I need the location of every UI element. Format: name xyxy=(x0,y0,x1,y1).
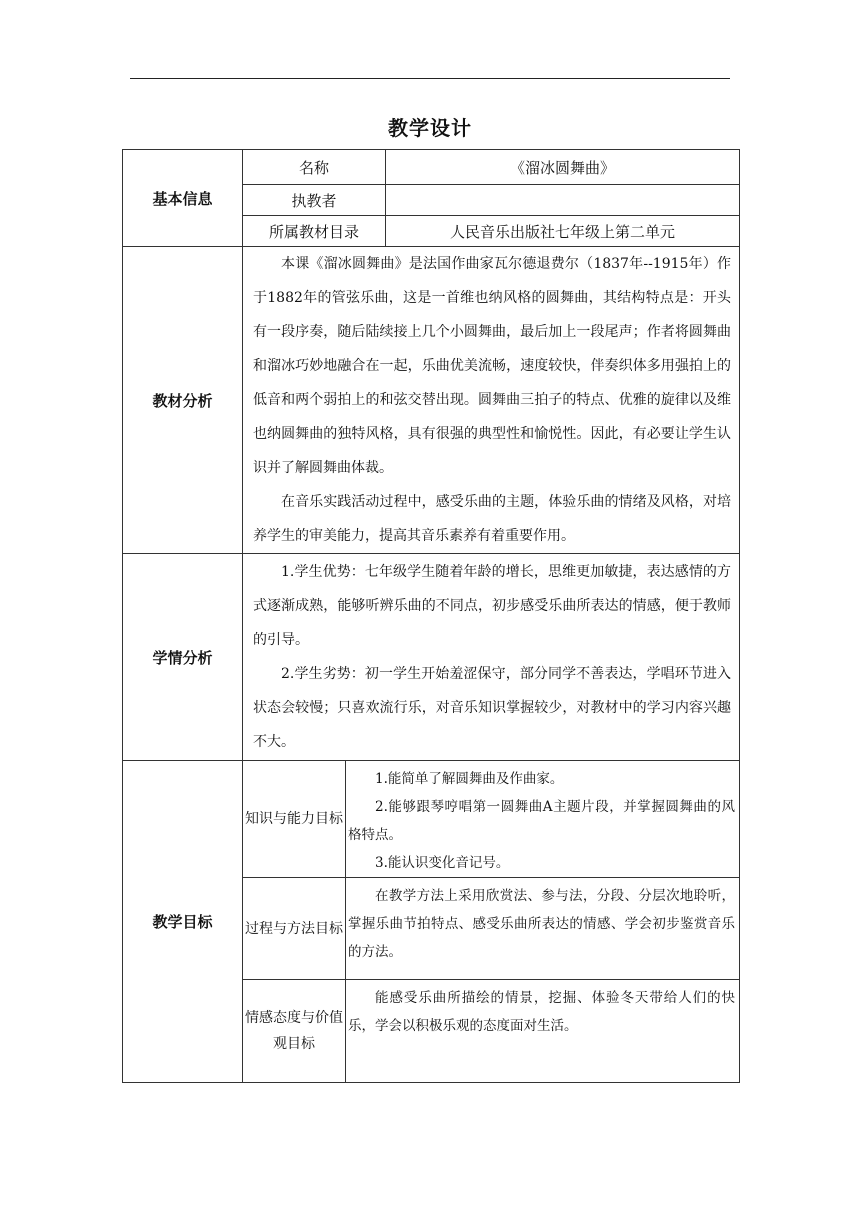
knowledge-line-3: 3.能认识变化音记号。 xyxy=(375,855,510,871)
page-title: 教学设计 xyxy=(388,116,472,140)
process-objective-label: 过程与方法目标 xyxy=(243,878,346,980)
objective-row-knowledge xyxy=(123,761,740,878)
lesson-plan-table xyxy=(122,149,740,1083)
name-label: 名称 xyxy=(243,150,386,185)
material-analysis-content xyxy=(243,247,740,554)
process-objective-content xyxy=(346,878,740,980)
student-paragraph-2: 2.学生劣势：初一学生开始羞涩保守，部分同学不善表达，学唱环节进入状态会较慢；只喜欢流行乐，对音乐知识掌握较少，对教材中的学习内容兴趣不大。 xyxy=(253,666,732,750)
material-paragraph-2: 在音乐实践活动过程中，感受乐曲的主题，体验乐曲的情绪及风格，对培养学生的审美能力，提高其音乐素养有着重要作用。 xyxy=(253,494,732,544)
knowledge-objective-label: 知识与能力目标 xyxy=(243,761,346,878)
name-value: 《溜冰圆舞曲》 xyxy=(386,150,740,185)
knowledge-line-2: 2.能够跟琴哼唱第一圆舞曲A主题片段，并掌握圆舞曲的风格特点。 xyxy=(348,799,736,843)
knowledge-objective-content xyxy=(346,761,740,878)
teacher-value xyxy=(386,185,740,216)
student-paragraph-1: 1.学生优势：七年级学生随着年龄的增长，思维更加敏捷，表达感情的方式逐渐成熟，能够听辨乐曲的不同点，初步感受乐曲所表达的情感，便于教师的引导。 xyxy=(253,564,732,648)
material-analysis-header: 教材分析 xyxy=(123,247,243,554)
objectives-header: 教学目标 xyxy=(123,761,243,1083)
basic-info-header: 基本信息 xyxy=(123,150,243,247)
teacher-label: 执教者 xyxy=(243,185,386,216)
material-paragraph-1: 本课《溜冰圆舞曲》是法国作曲家瓦尔德退费尔（1837年--1915年）作于1882年的管弦乐曲，这是一首维也纳风格的圆舞曲，其结构特点是：开头有一段序奏，随后陆续接上几个小圆舞曲，最后加上一段尾声；作者将圆舞曲和溜冰巧妙地融合在一起，乐曲优美流畅，速度较快，伴奏织体多用强拍上的低音和两个弱拍上的和弦交替出现。圆舞曲三拍子的特点、优雅的旋律以及维也纳圆舞曲的独特风格，具有很强的典型性和愉悦性。因此，有必要让学生认识并了解圆舞曲体裁。 xyxy=(253,256,732,476)
catalog-value: 人民音乐出版社七年级上第二单元 xyxy=(386,216,740,247)
emotion-line-1: 能感受乐曲所描绘的情景，挖掘、体验冬天带给人们的快乐，学会以积极乐观的态度面对生活。 xyxy=(348,990,736,1034)
catalog-label: 所属教材目录 xyxy=(243,216,386,247)
emotion-objective-content xyxy=(346,980,740,1083)
basic-info-row-name xyxy=(123,150,740,185)
header-rule xyxy=(130,78,730,79)
process-line-1: 在教学方法上采用欣赏法、参与法，分段、分层次地聆听，掌握乐曲节拍特点、感受乐曲所表达的情感、学会初步鉴赏音乐的方法。 xyxy=(348,888,736,960)
material-analysis-row xyxy=(123,247,740,554)
student-analysis-header: 学情分析 xyxy=(123,554,243,761)
knowledge-line-1: 1.能简单了解圆舞曲及作曲家。 xyxy=(375,771,564,787)
student-analysis-row xyxy=(123,554,740,761)
emotion-objective-label: 情感态度与价值观目标 xyxy=(243,980,346,1083)
student-analysis-content xyxy=(243,554,740,761)
